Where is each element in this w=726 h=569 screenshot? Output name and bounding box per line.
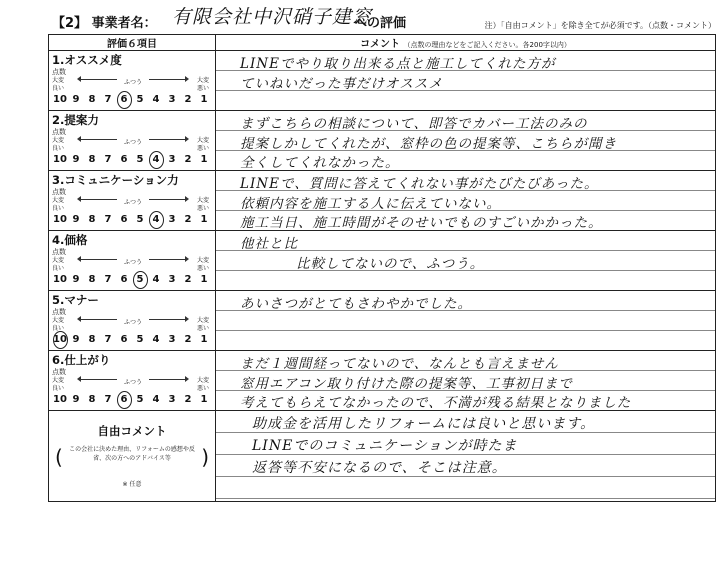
category-cell (49, 351, 215, 410)
score-number: 8 (88, 394, 96, 405)
arrow-right-icon (149, 319, 187, 320)
scale-left-2: 良い (52, 265, 65, 272)
category-cell (49, 291, 215, 350)
arrow-right-icon (149, 199, 187, 200)
scale-right-1: 大変 (196, 257, 209, 264)
score-number: 6 (120, 214, 128, 225)
scale-left-2: 良い (52, 385, 65, 392)
score-label: 点数 (52, 188, 66, 196)
score-label: 点数 (52, 248, 66, 256)
score-number: 3 (168, 154, 176, 165)
scale-right-1: 大変 (196, 77, 209, 84)
scale-left-2: 良い (52, 145, 65, 152)
score-number: 7 (104, 274, 112, 285)
category-title: 5.マナー (52, 293, 99, 307)
score-label: 点数 (52, 68, 66, 76)
comment-line: 全くしてくれなかった。 (240, 155, 400, 171)
score-number: 3 (168, 394, 176, 405)
score-scale (52, 94, 212, 105)
score-number: 8 (88, 154, 96, 165)
arrow-left-icon (79, 319, 117, 320)
score-number: 6 (120, 274, 128, 285)
score-number: 1 (200, 214, 208, 225)
score-number: 7 (104, 334, 112, 345)
score-number: 9 (72, 94, 80, 105)
free-comment-optional: ※ 任意 (122, 481, 142, 488)
arrow-right-icon (149, 79, 187, 80)
score-number: 7 (104, 394, 112, 405)
comment-line: まだ１週間経ってないので、なんとも言えません (240, 356, 559, 372)
comment-line: 他社と比 (240, 236, 298, 252)
score-number: 4 (152, 94, 160, 105)
score-number: 1 (200, 94, 208, 105)
category-title: 4.価格 (52, 233, 88, 247)
category-cell (49, 51, 215, 110)
category-cell (49, 111, 215, 170)
comment-cell (216, 291, 715, 350)
comment-cell (216, 231, 715, 290)
arrow-left-icon (79, 79, 117, 80)
score-number-selected: 6 (116, 394, 132, 405)
score-number: 3 (168, 214, 176, 225)
score-scale (52, 274, 212, 285)
category-cell (49, 231, 215, 290)
category-title: 3.コミュニケーション力 (52, 173, 179, 187)
score-number: 9 (72, 274, 80, 285)
score-number-selected: 5 (132, 274, 148, 285)
category-row-6 (49, 351, 716, 411)
score-label: 点数 (52, 308, 66, 316)
score-number: 2 (184, 154, 192, 165)
score-number: 1 (200, 394, 208, 405)
score-number: 4 (152, 334, 160, 345)
arrow-left-icon (79, 379, 117, 380)
score-number-selected: 6 (116, 94, 132, 105)
category-title: 2.提案力 (52, 113, 99, 127)
free-comment-title: 自由コメント (97, 424, 167, 438)
score-number: 6 (120, 334, 128, 345)
score-number: 9 (72, 334, 80, 345)
evaluation-table (48, 34, 716, 502)
free-comment-row (49, 411, 716, 502)
free-comment-line: LINEでのコミュニケーションが時たま (252, 438, 518, 454)
score-number: 10 (53, 394, 67, 405)
scale-right-1: 大変 (196, 317, 209, 324)
comment-line: あいさつがとてもさわやかでした。 (240, 296, 472, 312)
comment-line: ていねいだった事だけオススメ (240, 76, 443, 92)
scale-mid: ふつう (124, 199, 143, 206)
arrow-right-icon (149, 139, 187, 140)
score-number: 1 (200, 274, 208, 285)
category-cell (49, 171, 215, 230)
company-name-handwritten: 有限会社中沢硝子建窓 (172, 6, 373, 28)
free-comment-line: 助成金を活用したリフォームには良いと思います。 (252, 416, 596, 432)
free-comment-desc: この会社に決めた理由、リフォームの感想や反省、次の方へのアドバイス等 (69, 446, 195, 462)
comment-cell (216, 51, 715, 110)
header-categories: 評価６項目 (49, 35, 216, 51)
section-label: 【2】 事業者名： (52, 16, 157, 31)
score-number: 2 (184, 334, 192, 345)
scale-right-1: 大変 (196, 197, 209, 204)
scale-left-2: 良い (52, 85, 65, 92)
score-scale (52, 154, 212, 165)
arrow-right-icon (149, 259, 187, 260)
comment-line: 考えてもらえてなかったので、不満が残る結果となりました (240, 395, 632, 411)
scale-left-2: 良い (52, 205, 65, 212)
score-number: 5 (136, 214, 144, 225)
score-label: 点数 (52, 128, 66, 136)
scale-right-1: 大変 (196, 137, 209, 144)
free-comment-cell (216, 411, 715, 501)
score-label: 点数 (52, 368, 66, 376)
score-scale (52, 214, 212, 225)
scale-mid: ふつう (124, 379, 143, 386)
score-number: 6 (120, 154, 128, 165)
scale-right-2: 悪い (196, 265, 209, 272)
score-number: 2 (184, 394, 192, 405)
comment-cell (216, 111, 715, 170)
score-number: 10 (53, 94, 67, 105)
free-comment-label-cell (49, 411, 215, 501)
score-number: 5 (136, 154, 144, 165)
sheet-header (52, 8, 716, 32)
score-number: 3 (168, 94, 176, 105)
score-number: 7 (104, 94, 112, 105)
comment-line: まずこちらの相談について、即答でカバー工法のみの (240, 116, 588, 132)
header-comment-title: コメント (360, 39, 401, 50)
score-number-selected: 4 (148, 154, 164, 165)
scale-left-1: 大変 (52, 257, 65, 264)
score-number: 5 (136, 334, 144, 345)
comment-line: 提案しかしてくれたが、窓枠の色の提案等、こちらが聞き (240, 136, 617, 152)
score-number: 9 (72, 214, 80, 225)
comment-cell (216, 351, 715, 410)
category-title: 1.オススメ度 (52, 53, 122, 67)
scale-mid: ふつう (124, 139, 143, 146)
free-comment-line: 返答等不安になるので、そこは注意。 (252, 460, 507, 476)
category-row-5 (49, 291, 716, 351)
score-number: 8 (88, 94, 96, 105)
comment-cell (216, 171, 715, 230)
score-number: 2 (184, 274, 192, 285)
score-number: 10 (53, 214, 67, 225)
score-number: 3 (168, 274, 176, 285)
header-comment-sub: （点数の理由などをご記入ください。各200字以内） (403, 41, 571, 49)
scale-left-1: 大変 (52, 77, 65, 84)
score-number: 7 (104, 154, 112, 165)
category-row-2 (49, 111, 716, 171)
scale-mid: ふつう (124, 79, 143, 86)
score-number: 8 (88, 214, 96, 225)
comment-line: LINEでやり取り出来る点と施工してくれた方が (240, 56, 556, 72)
arrow-left-icon (79, 139, 117, 140)
scale-mid: ふつう (124, 259, 143, 266)
score-number: 10 (53, 274, 67, 285)
scale-left-1: 大変 (52, 137, 65, 144)
score-number: 2 (184, 94, 192, 105)
scale-right-2: 悪い (196, 85, 209, 92)
comment-line: 窓用エアコン取り付けた際の提案等、工事初日まで (240, 376, 573, 392)
score-scale (52, 334, 212, 345)
score-number: 2 (184, 214, 192, 225)
category-row-3 (49, 171, 716, 231)
score-number: 8 (88, 334, 96, 345)
score-number: 7 (104, 214, 112, 225)
score-number-selected: 10 (53, 334, 67, 345)
category-row-4 (49, 231, 716, 291)
scale-left-1: 大変 (52, 377, 65, 384)
paren-right-icon: ) (201, 445, 209, 469)
score-number: 9 (72, 154, 80, 165)
scale-left-1: 大変 (52, 317, 65, 324)
score-number: 1 (200, 154, 208, 165)
scale-left-2: 良い (52, 325, 65, 332)
scale-right-2: 悪い (196, 205, 209, 212)
header-comment (216, 35, 716, 51)
score-number: 5 (136, 94, 144, 105)
paren-left-icon: ( (55, 445, 63, 469)
required-note: 注）「自由コメント」を除き全てが必須です。（点数・コメント） (484, 21, 716, 30)
comment-line: LINEで、質問に答えてくれない事がたびたびあった。 (240, 176, 599, 192)
scale-right-1: 大変 (196, 377, 209, 384)
scale-left-1: 大変 (52, 197, 65, 204)
score-number: 10 (53, 154, 67, 165)
scale-right-2: 悪い (196, 145, 209, 152)
scale-right-2: 悪い (196, 385, 209, 392)
evaluation-label: への評価 (354, 16, 407, 31)
arrow-left-icon (79, 259, 117, 260)
score-number: 4 (152, 274, 160, 285)
category-title: 6.仕上がり (52, 353, 111, 367)
score-number: 4 (152, 394, 160, 405)
scale-mid: ふつう (124, 319, 143, 326)
score-number: 5 (136, 394, 144, 405)
comment-line: 依頼内容を施工する人に伝えていない。 (240, 196, 501, 212)
score-number-selected: 4 (148, 214, 164, 225)
comment-line: 施工当日、施工時間がそのせいでものすごいかかった。 (240, 215, 603, 231)
comment-line: 比較してないので、ふつう。 (296, 256, 485, 272)
category-row-1 (49, 51, 716, 111)
arrow-left-icon (79, 199, 117, 200)
scale-right-2: 悪い (196, 325, 209, 332)
score-scale (52, 394, 212, 405)
arrow-right-icon (149, 379, 187, 380)
score-number: 9 (72, 394, 80, 405)
score-number: 3 (168, 334, 176, 345)
score-number: 8 (88, 274, 96, 285)
score-number: 1 (200, 334, 208, 345)
